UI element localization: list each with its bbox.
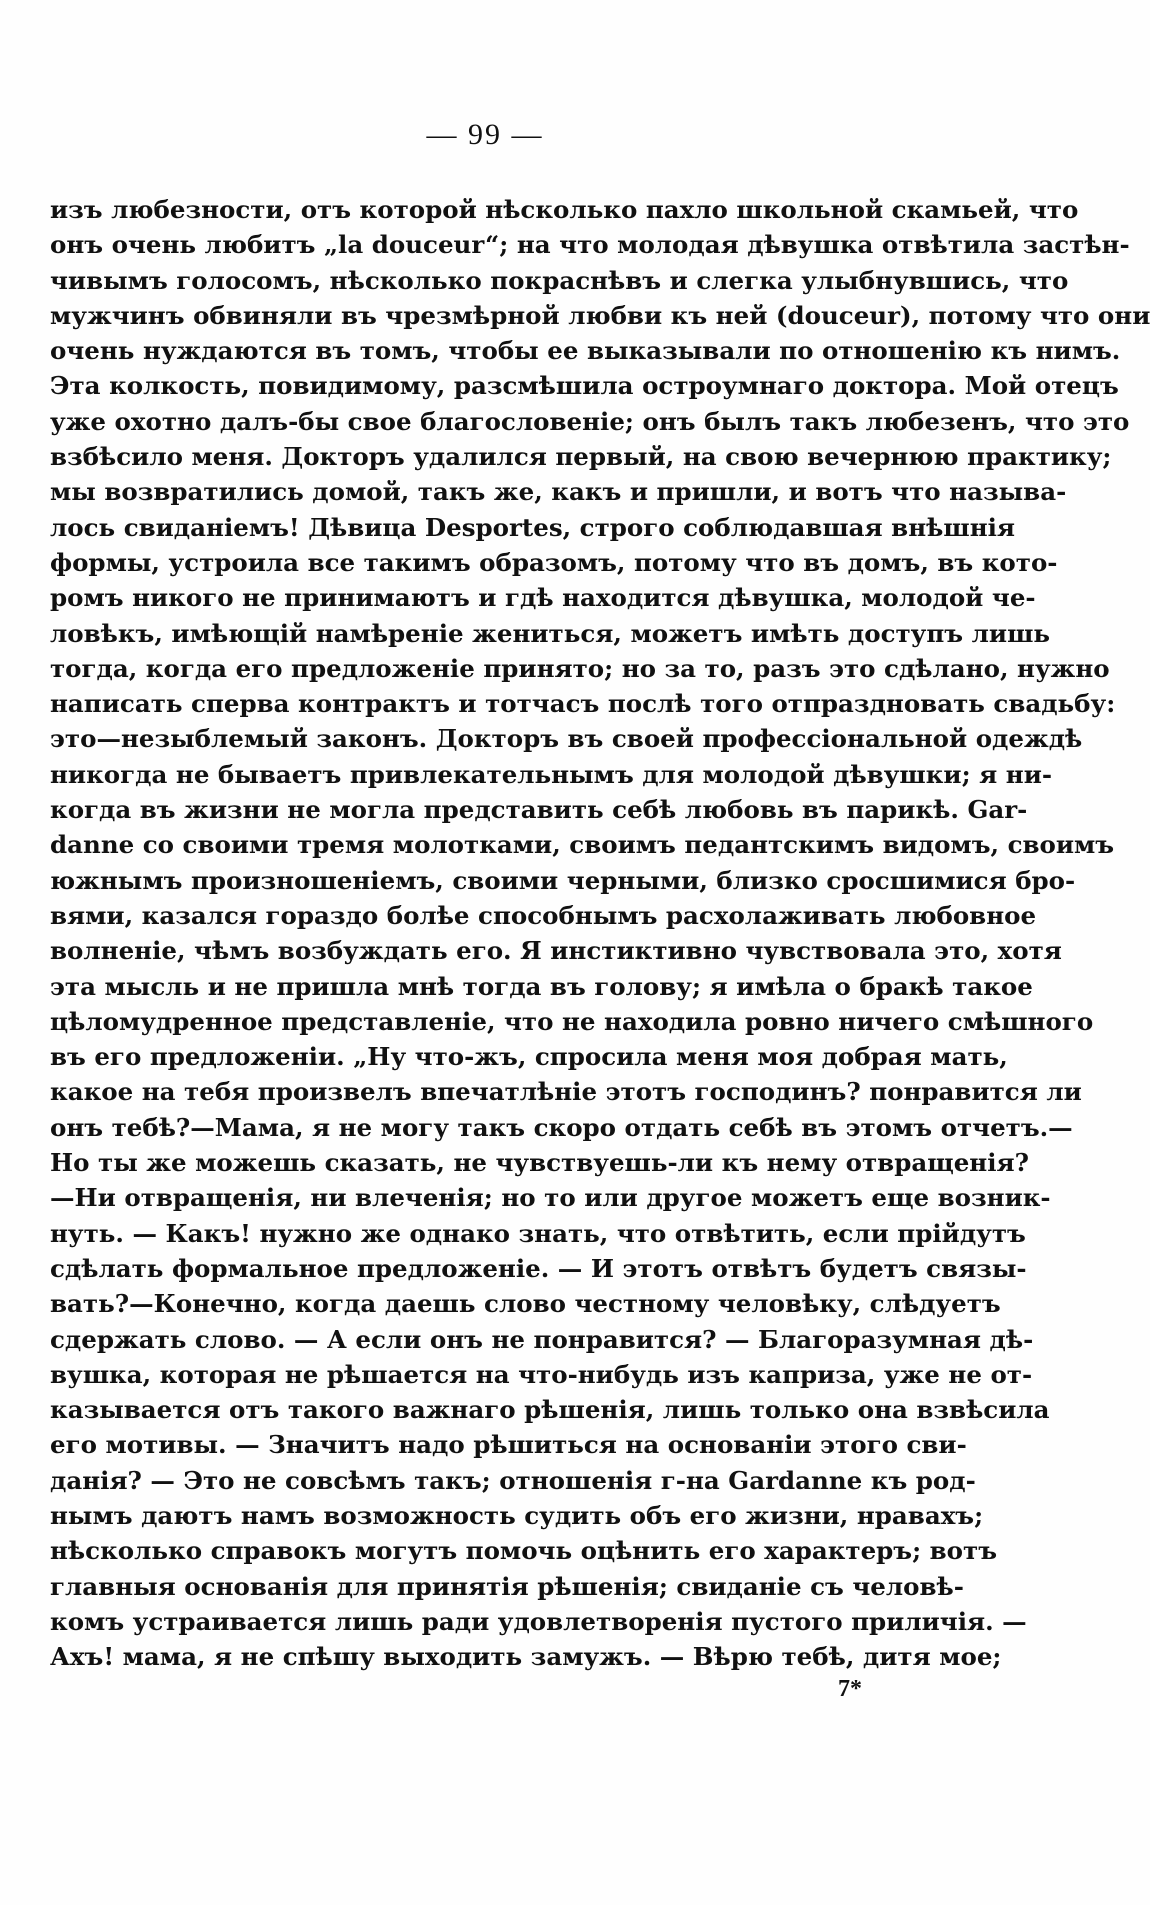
text-line: danne со своими тремя молотками, своимъ педантскимъ видомъ, своимъ bbox=[50, 830, 1115, 860]
text-line: онъ тебѣ?—Мама, я не могу такъ скоро отдать себѣ въ этомъ отчетъ.— bbox=[50, 1112, 1073, 1142]
text-line: данія? — Это не совсѣмъ такъ; отношенія г-на Gardanne къ род- bbox=[50, 1465, 976, 1495]
text-line: формы, устроила все такимъ образомъ, потому что въ домъ, въ кото- bbox=[50, 547, 1058, 577]
body-text bbox=[50, 192, 1150, 1674]
text-line: Ахъ! мама, я не спѣшу выходить замужъ. — Вѣрю тебѣ, дитя мое; bbox=[50, 1642, 1002, 1672]
text-line: какое на тебя произвелъ впечатлѣніе этотъ господинъ? понравится ли bbox=[50, 1077, 1082, 1107]
text-line: комъ устраивается лишь ради удовлетворенія пустого приличія. — bbox=[50, 1606, 1027, 1636]
text-line: вушка, которая не рѣшается на что-нибудь изъ каприза, уже не от- bbox=[50, 1359, 1033, 1389]
text-line: ромъ никого не принимаютъ и гдѣ находится дѣвушка, молодой че- bbox=[50, 583, 1036, 613]
text-line: въ его предложеніи. „Ну что-жъ, спросила меня моя добрая мать, bbox=[50, 1042, 1008, 1072]
text-line: волненіе, чѣмъ возбуждать его. Я инстиктивно чувствовала это, хотя bbox=[50, 936, 1062, 966]
text-line: чивымъ голосомъ, нѣсколько покраснѣвъ и слегка улыбнувшись, что bbox=[50, 265, 1069, 295]
text-line: сдержать слово. — А если онъ не понравится? — Благоразумная дѣ- bbox=[50, 1324, 1034, 1354]
text-line: тогда, когда его предложеніе принято; но за то, разъ это сдѣлано, нужно bbox=[50, 653, 1110, 683]
text-line: нѣсколько справокъ могутъ помочь оцѣнить его характеръ; вотъ bbox=[50, 1536, 997, 1566]
text-line: очень нуждаются въ томъ, чтобы ее выказывали по отношенію къ нимъ. bbox=[50, 336, 1121, 366]
text-line: написать сперва контрактъ и тотчасъ послѣ того отпраздновать свадьбу: bbox=[50, 689, 1116, 719]
text-line: Эта колкость, повидимому, разсмѣшила остроумнаго доктора. Мой отецъ bbox=[50, 371, 1119, 401]
text-line: вать?—Конечно, когда даешь слово честному человѣку, слѣдуетъ bbox=[50, 1289, 1001, 1319]
text-line: Но ты же можешь сказать, не чувствуешь-ли къ нему отвращенія? bbox=[50, 1148, 1030, 1178]
text-line: изъ любезности, отъ которой нѣсколько пахло школьной скамьей, что bbox=[50, 195, 1079, 224]
text-line: мужчинъ обвиняли въ чрезмѣрной любви къ ней (douceur), потому что они bbox=[50, 300, 1150, 330]
text-line: ловѣкъ, имѣющій намѣреніе жениться, можетъ имѣть доступъ лишь bbox=[50, 618, 1051, 648]
text-line: его мотивы. — Значитъ надо рѣшиться на основаніи этого сви- bbox=[50, 1430, 967, 1460]
text-line: сдѣлать формальное предложеніе. — И этотъ отвѣтъ будетъ связы- bbox=[50, 1253, 1027, 1283]
text-line: главныя основанія для принятія рѣшенія; свиданіе съ человѣ- bbox=[50, 1571, 964, 1601]
text-line: эта мысль и не пришла мнѣ тогда въ голову; я имѣла о бракѣ такое bbox=[50, 971, 1033, 1001]
text-line: нымъ даютъ намъ возможность судить объ его жизни, нравахъ; bbox=[50, 1500, 984, 1530]
text-line: мы возвратились домой, такъ же, какъ и пришли, и вотъ что называ- bbox=[50, 477, 1067, 507]
text-line: —Ни отвращенія, ни влеченія; но то или другое можетъ еще возник- bbox=[50, 1183, 1051, 1213]
text-line: нуть. — Какъ! нужно же однако знать, что отвѣтить, если прійдутъ bbox=[50, 1218, 1026, 1248]
page-number: — 99 — bbox=[426, 118, 544, 151]
text-line: взбѣсило меня. Докторъ удалился первый, на свою вечернюю практику; bbox=[50, 442, 1112, 472]
text-line: вями, казался гораздо болѣе способнымъ расхолаживать любовное bbox=[50, 900, 1037, 930]
text-line: никогда не бываетъ привлекательнымъ для молодой дѣвушки; я ни- bbox=[50, 759, 1053, 789]
text-line: когда въ жизни не могла представить себѣ любовь въ парикѣ. Gar- bbox=[50, 795, 1028, 825]
text-line: южнымъ произношеніемъ, своими черными, близко сросшимися бро- bbox=[50, 865, 1076, 895]
text-line: казывается отъ такого важнаго рѣшенія, лишь только она взвѣсила bbox=[50, 1395, 1050, 1425]
text-line: онъ очень любитъ „la douceur“; на что молодая дѣвушка отвѣтила застѣн- bbox=[50, 230, 1130, 260]
text-line: лось свиданіемъ! Дѣвица Desportes, строго соблюдавшая внѣшнія bbox=[50, 512, 1016, 542]
text-line: уже охотно далъ-бы свое благословеніе; онъ былъ такъ любезенъ, что это bbox=[50, 406, 1130, 436]
signature-mark: 7* bbox=[838, 1676, 862, 1702]
text-line: цѣломудренное представленіе, что не находила ровно ничего смѣшного bbox=[50, 1006, 1094, 1036]
text-line: это—незыблемый законъ. Докторъ въ своей профессіональной одеждѣ bbox=[50, 724, 1083, 754]
